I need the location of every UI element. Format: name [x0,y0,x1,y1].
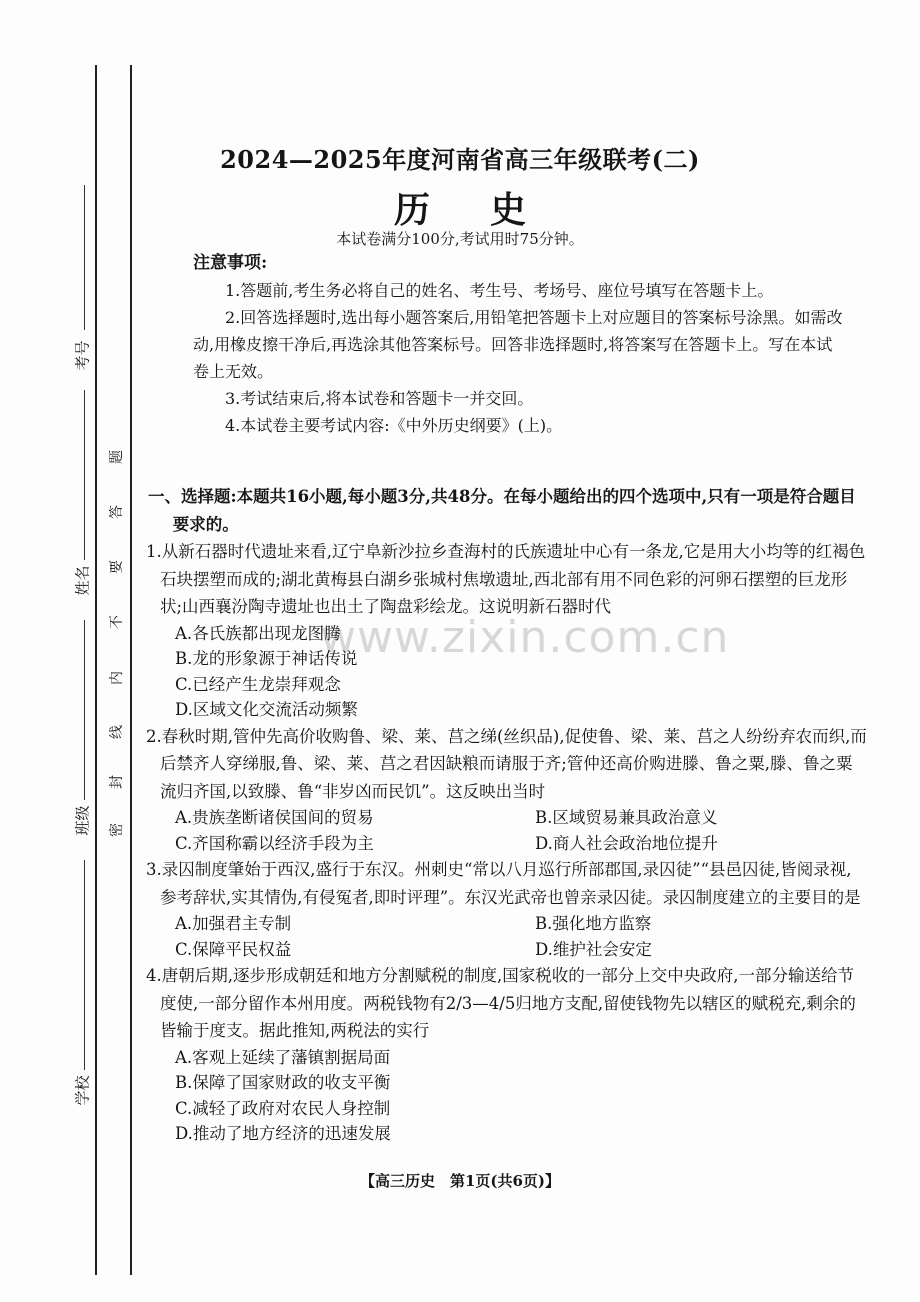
note-item: 3.考试结束后,将本试卷和答题卡一并交回。 [225,389,534,408]
option-c: C.已经产生龙崇拜观念 [175,674,341,694]
option-b: B.区域贸易兼具政治意义 [535,808,718,827]
notes [193,250,843,439]
option-c: C.减轻了政府对农民人身控制 [175,1098,391,1118]
subject-title [0,182,920,233]
school-underline [84,860,85,1070]
name-underline [84,390,85,560]
option-c: C.齐国称霸以经济手段为主 [175,833,374,853]
seal-char: 题 [109,450,125,464]
option-d: D.商人社会政治地位提升 [535,833,718,853]
note-item: 4.本试卷主要考试内容:《中外历史纲要》(上)。 [225,416,563,435]
note-item: 2.回答选择题时,选出每小题答案后,用铅笔把答题卡上对应题目的答案标号涂黑。如需改动,用橡皮擦干净后,再选涂其他答案标号。回答非选择题时,将答案写在答题卡上。写在本试卷上无效。 [193,308,843,381]
option-c: C.保障平民权益 [175,939,292,959]
question-stem: 4.唐朝后期,逐步形成朝廷和地方分割赋税的制度,国家税收的一部分上交中央政府,一部分输送给节度使,一部分留作本州用度。两税钱物有2/3—4/5归地方支配,留使钱物先以辖区的赋税充,剩余的皆输于度支。据此推知,两税法的实行 [146,966,856,1040]
seal-char: 要 [109,560,125,574]
question-stem: 1.从新石器时代遗址来看,辽宁阜新沙拉乡查海村的氏族遗址中心有一条龙,它是用大小均等的红褐色石块摆塑而成的;湖北黄梅县白湖乡张城村焦墩遗址,西北部有用不同色彩的河卵石摆塑的巨龙形状;山西襄汾陶寺遗址也出土了陶盘彩绘龙。这说明新石器时代 [146,542,866,616]
seal-char: 不 [109,615,125,629]
option-d: D.区域文化交流活动频繁 [175,700,358,719]
page-footer: 【高三历史 第1页(共6页)】 [359,1172,561,1190]
class-underline [84,620,85,800]
option-a: A.加强君主专制 [175,914,292,933]
option-b: B.保障了国家财政的收支平衡 [175,1073,391,1092]
seal-char: 封 [109,775,125,789]
notes-heading: 注意事项: [193,253,268,273]
question-section [148,483,868,1147]
seal-char: 内 [109,671,125,685]
school-label: 学校 [73,1075,92,1106]
option-d: D.推动了地方经济的迅速发展 [175,1124,391,1143]
question-3 [148,856,868,962]
section-heading: 一、选择题:本题共16小题,每小题3分,共48分。在每小题给出的四个选项中,只有一项是符合题目要求的。 [148,487,856,534]
subject-char: 史 [490,189,527,231]
option-a: A.客观上延续了藩镇割据局面 [175,1047,391,1067]
seal-char: 线 [109,725,125,739]
question-2 [148,723,868,857]
exam-title: 2024—2025年度河南省高三年级联考(二) [220,145,700,174]
option-d: D.维护社会安定 [535,939,652,959]
question-stem: 3.录囚制度肇始于西汉,盛行于东汉。州刺史“常以八月巡行所部郡国,录囚徒”“县邑囚徒,皆阅录视,参考辞状,实其情伪,有侵冤者,即时评理”。东汉光武帝也曾亲录囚徒。录囚制度建立的主要目的是 [146,860,861,907]
option-b: B.强化地方监察 [535,914,652,933]
exam-info: 本试卷满分100分,考试用时75分钟。 [336,230,584,248]
question-stem: 2.春秋时期,管仲先高价收购鲁、梁、莱、莒之绨(丝织品),促使鲁、梁、莱、莒之人纷纷弃农而织,而后禁齐人穿绨服,鲁、梁、莱、莒之君因缺粮而请服于齐;管仲还高价购进滕、鲁之粟,滕、鲁之粟流归齐国,以致滕、鲁“非岁凶而民饥”。这反映出当时 [146,726,867,801]
note-item: 1.答题前,考生务必将自己的姓名、考生号、考场号、座位号填写在答题卡上。 [225,281,774,300]
class-label: 班级 [73,805,92,836]
question-1 [148,538,868,723]
watermark: www.zixin.com.cn [320,612,730,663]
seal-char: 答 [109,505,125,519]
subject-char: 历 [393,189,430,231]
option-b: B.龙的形象源于神话传说 [175,649,358,668]
option-a: A.各氏族都出现龙图腾 [175,623,341,643]
name-label: 姓名 [73,565,92,596]
question-4 [148,962,868,1147]
exam-number-label: 考号 [73,340,92,371]
seal-char: 密 [109,823,125,837]
option-a: A.贵族垄断诸侯国间的贸易 [175,808,374,827]
